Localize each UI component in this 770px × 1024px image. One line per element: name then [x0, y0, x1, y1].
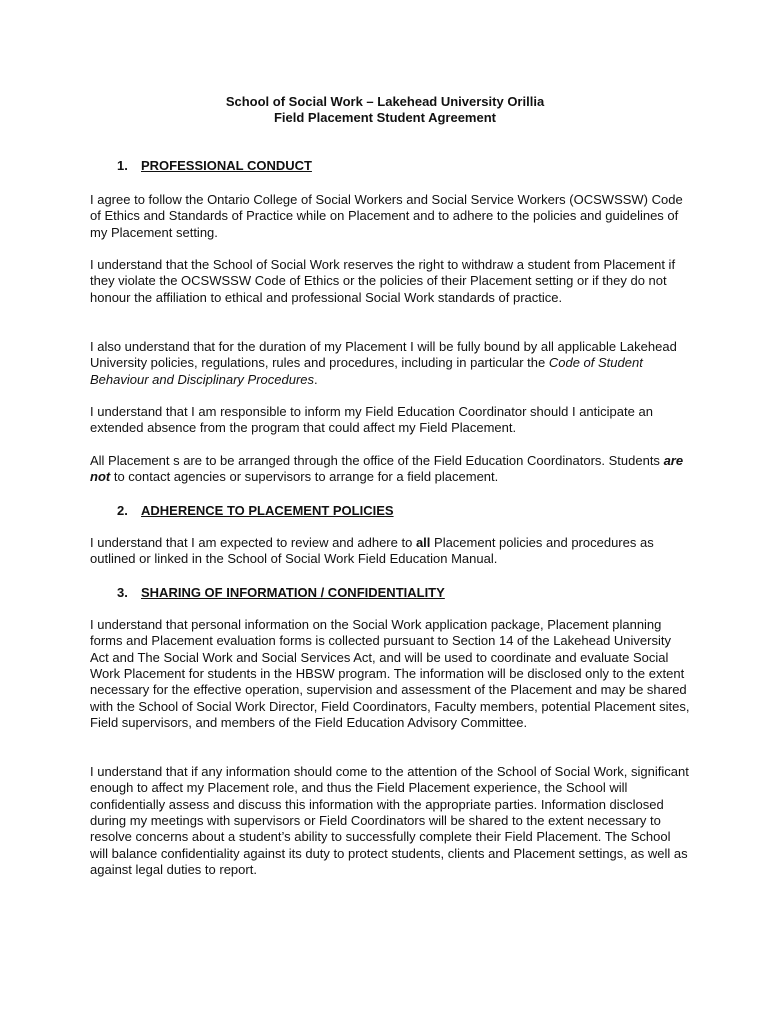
title-line-1: School of Social Work – Lakehead University Orillia: [225, 94, 545, 109]
paragraph: I understand that personal information on the Social Work application package, Placement planning forms and Placement evaluation forms is collected pursuant to Section 14 of the Lakehead University Act and The Social Work and Social Services Act, and will be used to coordinate and evaluate Social Work Placement for students in the HBSW program. The information will be disclosed only to the extent necessary for the effective operation, supervision and assessment of the Placement and may be shared with the School of Social Work Director, Field Coordinators, Faculty members, potential Placement sites, Field supervisors, and members of the Field Education Advisory Committee.: [90, 617, 690, 731]
section-2-heading: [117, 503, 394, 519]
emphasis-text: are not: [90, 453, 684, 485]
paragraph-text: to contact agencies or supervisors to arrange for a field placement.: [110, 469, 499, 485]
paragraph: [90, 535, 692, 568]
section-number: 1.: [117, 158, 128, 173]
paragraph: [90, 453, 692, 486]
document-title: [0, 94, 770, 126]
section-title: ADHERENCE TO PLACEMENT POLICIES: [141, 503, 394, 518]
paragraph-text: All Placement s are to be arranged through the office of the Field Education Coordinators. Students: [90, 453, 664, 468]
policy-title-emphasis: Code of Student Behaviour and Disciplinary Procedures: [90, 355, 643, 387]
section-1-heading: [117, 158, 312, 174]
paragraph-text: I understand that I am expected to review and adhere to: [90, 535, 416, 550]
paragraph: I understand that if any information should come to the attention of the School of Social Work, significant enough to affect my Placement role, and thus the Field Placement experience, the School will confidentially assess and discuss this information with the appropriate parties. Information disclosed during my meetings with supervisors or Field Coordinators will be shared to the extent necessary to resolve concerns about a student’s ability to successfully complete their Field Placement. The School will balance confidentiality against its duty to protect students, clients and Placement settings, as well as against legal duties to report.: [90, 764, 689, 878]
paragraph-text: Placement policies and procedures as outlined or linked in the School of Social Work Field Education Manual.: [90, 535, 654, 567]
paragraph-text: I also understand that for the duration of my Placement I will be fully bound by all applicable Lakehead University policies, regulations, rules and procedures, including in particular the: [90, 339, 677, 371]
title-line-2: Field Placement Student Agreement: [273, 110, 496, 125]
section-number: 3.: [117, 585, 128, 600]
section-number: 2.: [117, 503, 128, 518]
emphasis-text: all: [415, 535, 431, 550]
paragraph-text: .: [314, 371, 318, 387]
paragraph: I agree to follow the Ontario College of Social Workers and Social Service Workers (OCSWSSW) Code of Ethics and Standards of Practice while on Placement and to adhere to the policies and guidelines of my Placement setting.: [90, 192, 683, 240]
paragraph: I understand that the School of Social Work reserves the right to withdraw a student from Placement if they violate the OCSWSSW Code of Ethics or the policies of their Placement setting or if they do not honour the affiliation to ethical and professional Social Work standards of practice.: [90, 257, 676, 305]
paragraph: I understand that I am responsible to inform my Field Education Coordinator should I anticipate an extended absence from the program that could affect my Field Placement.: [90, 404, 653, 436]
section-title: SHARING OF INFORMATION / CONFIDENTIALITY: [141, 585, 445, 600]
section-title: PROFESSIONAL CONDUCT: [141, 158, 312, 173]
section-3-heading: [117, 585, 445, 601]
paragraph: [90, 339, 692, 388]
